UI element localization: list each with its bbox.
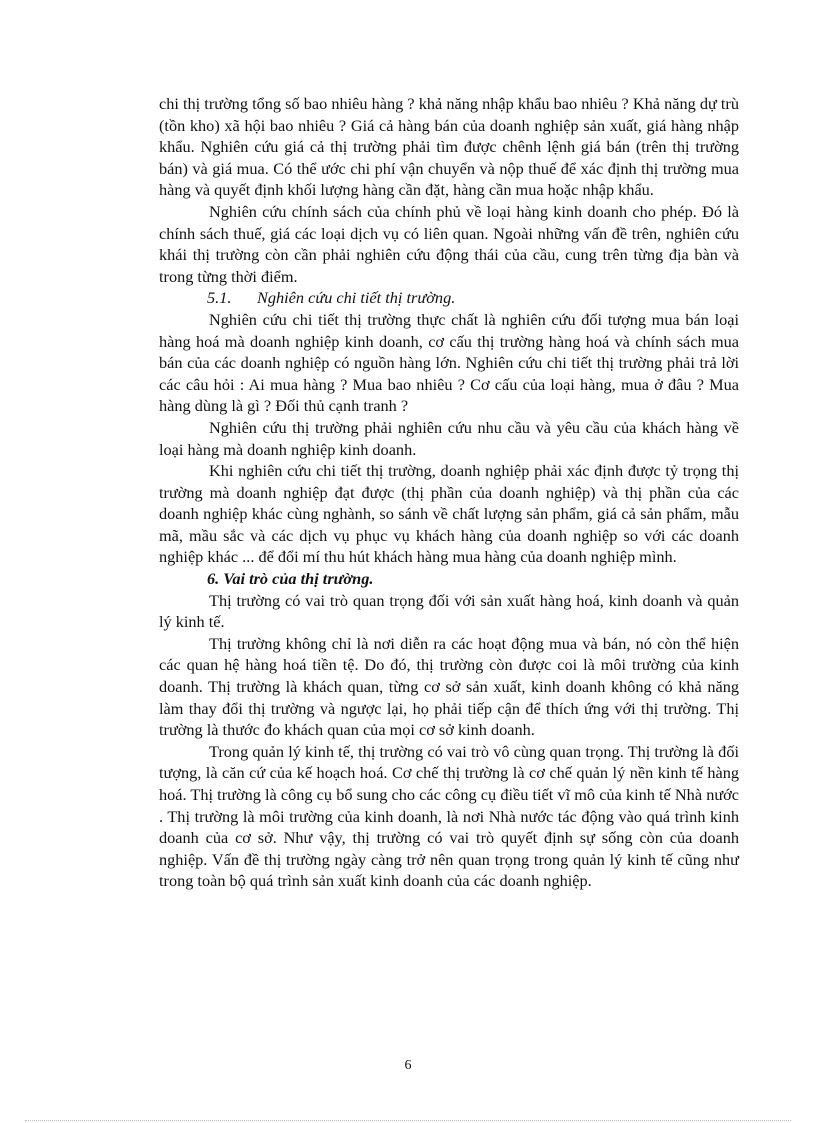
paragraph: Nghiên cứu thị trường phải nghiên cứu nhu cầu và yêu cầu của khách hàng về loại hàng mà doanh nghiệp kinh doanh. bbox=[159, 417, 739, 459]
document-body bbox=[159, 93, 739, 892]
section-heading: 6. Vai trò của thị trường. bbox=[207, 569, 374, 589]
paragraph: Thị trường không chỉ là nơi diễn ra các hoạt động mua và bán, nó còn thể hiện các quan hệ hàng hoá tiền tệ. Do đó, thị trường còn được coi là môi trường của kinh doanh. Thị trường là khách quan, từng cơ sở sản xuất, kinh doanh không có khả năng làm thay đổi thị trường và ngược lại, họ phải tiếp cận để thích ứng với thị trường. Thị trường là thước đo khách quan của mọi cơ sở kinh doanh. bbox=[159, 633, 739, 740]
paragraph: Thị trường có vai trò quan trọng đối với sản xuất hàng hoá, kinh doanh và quản lý kinh tế. bbox=[159, 590, 739, 632]
subheading-title: Nghiên cứu chi tiết thị trường. bbox=[257, 288, 456, 308]
page-number: 6 bbox=[404, 1058, 412, 1073]
paragraph: Khi nghiên cứu chi tiết thị trường, doanh nghiệp phải xác định được tỷ trọng thị trường mà doanh nghiệp đạt được (thị phần của doanh nghiệp) và thị phần của các doanh nghiệp khác cùng nghành, so sánh về chất lượng sản phẩm, giá cả sản phẩm, mẫu mã, mầu sắc và các dịch vụ phục vụ khách hàng của doanh nghiệp so với các doanh nghiệp khác ... để đổi mí thu hút khách hàng mua hàng của doanh nghiệp mình. bbox=[159, 461, 739, 567]
page-border-divider bbox=[25, 1120, 791, 1121]
paragraph: Trong quản lý kinh tế, thị trường có vai trò vô cùng quan trọng. Thị trường là đối tượng, là căn cứ của kế hoạch hoá. Cơ chế thị trường là cơ chế quản lý nền kinh tế hàng hoá. Thị trường là công cụ bổ sung cho các công cụ điều tiết vĩ mô của kinh tế Nhà nước . Thị trường là môi trường của kinh doanh, là nơi Nhà nước tác động vào quá trình kinh doanh của cơ sở. Như vậy, thị trường có vai trò quyết định sự sống còn của doanh nghiệp. Vấn đề thị trường ngày càng trở nên quan trọng trong quản lý kinh tế cũng như trong toàn bộ quá trình sản xuất kinh doanh của các doanh nghiệp. bbox=[159, 741, 739, 891]
subheading-number: 5.1. bbox=[207, 288, 232, 308]
paragraph: Nghiên cứu chính sách của chính phủ về loại hàng kinh doanh cho phép. Đó là chính sách thuế, giá các loại dịch vụ có liên quan. Ngoài những vấn đề trên, nghiên cứu khái thị trường còn cần phải nghiên cứu động thái của cầu, cung trên từng địa bàn và trong từng thời điểm. bbox=[159, 201, 739, 286]
paragraph: chi thị trường tổng số bao nhiêu hàng ? khả năng nhập khẩu bao nhiêu ? Khả năng dự trù (tồn kho) xã hội bao nhiêu ? Giá cả hàng bán của doanh nghiệp sản xuất, giá hàng nhập khẩu. Nghiên cứu giá cả thị trường phải tìm được chênh lệnh giá bán (trên thị trường bán) và giá mua. Có thể ước chi phí vận chuyển và nộp thuế để xác định thị trường mua hàng và quyết định khối lượng hàng cần đặt, hàng cần mua hoặc nhập khẩu. bbox=[159, 94, 739, 200]
paragraph: Nghiên cứu chi tiết thị trường thực chất là nghiên cứu đối tượng mua bán loại hàng hoá mà doanh nghiệp kinh doanh, cơ cấu thị trường hàng hoá và chính sách mua bán của các doanh nghiệp có nguồn hàng lớn. Nghiên cứu chi tiết thị trường phải trả lời các câu hỏi : Ai mua hàng ? Mua bao nhiêu ? Cơ cấu của loại hàng, mua ở đâu ? Mua hàng dùng là gì ? Đối thủ cạnh tranh ? bbox=[159, 309, 739, 416]
subheading bbox=[159, 287, 739, 309]
